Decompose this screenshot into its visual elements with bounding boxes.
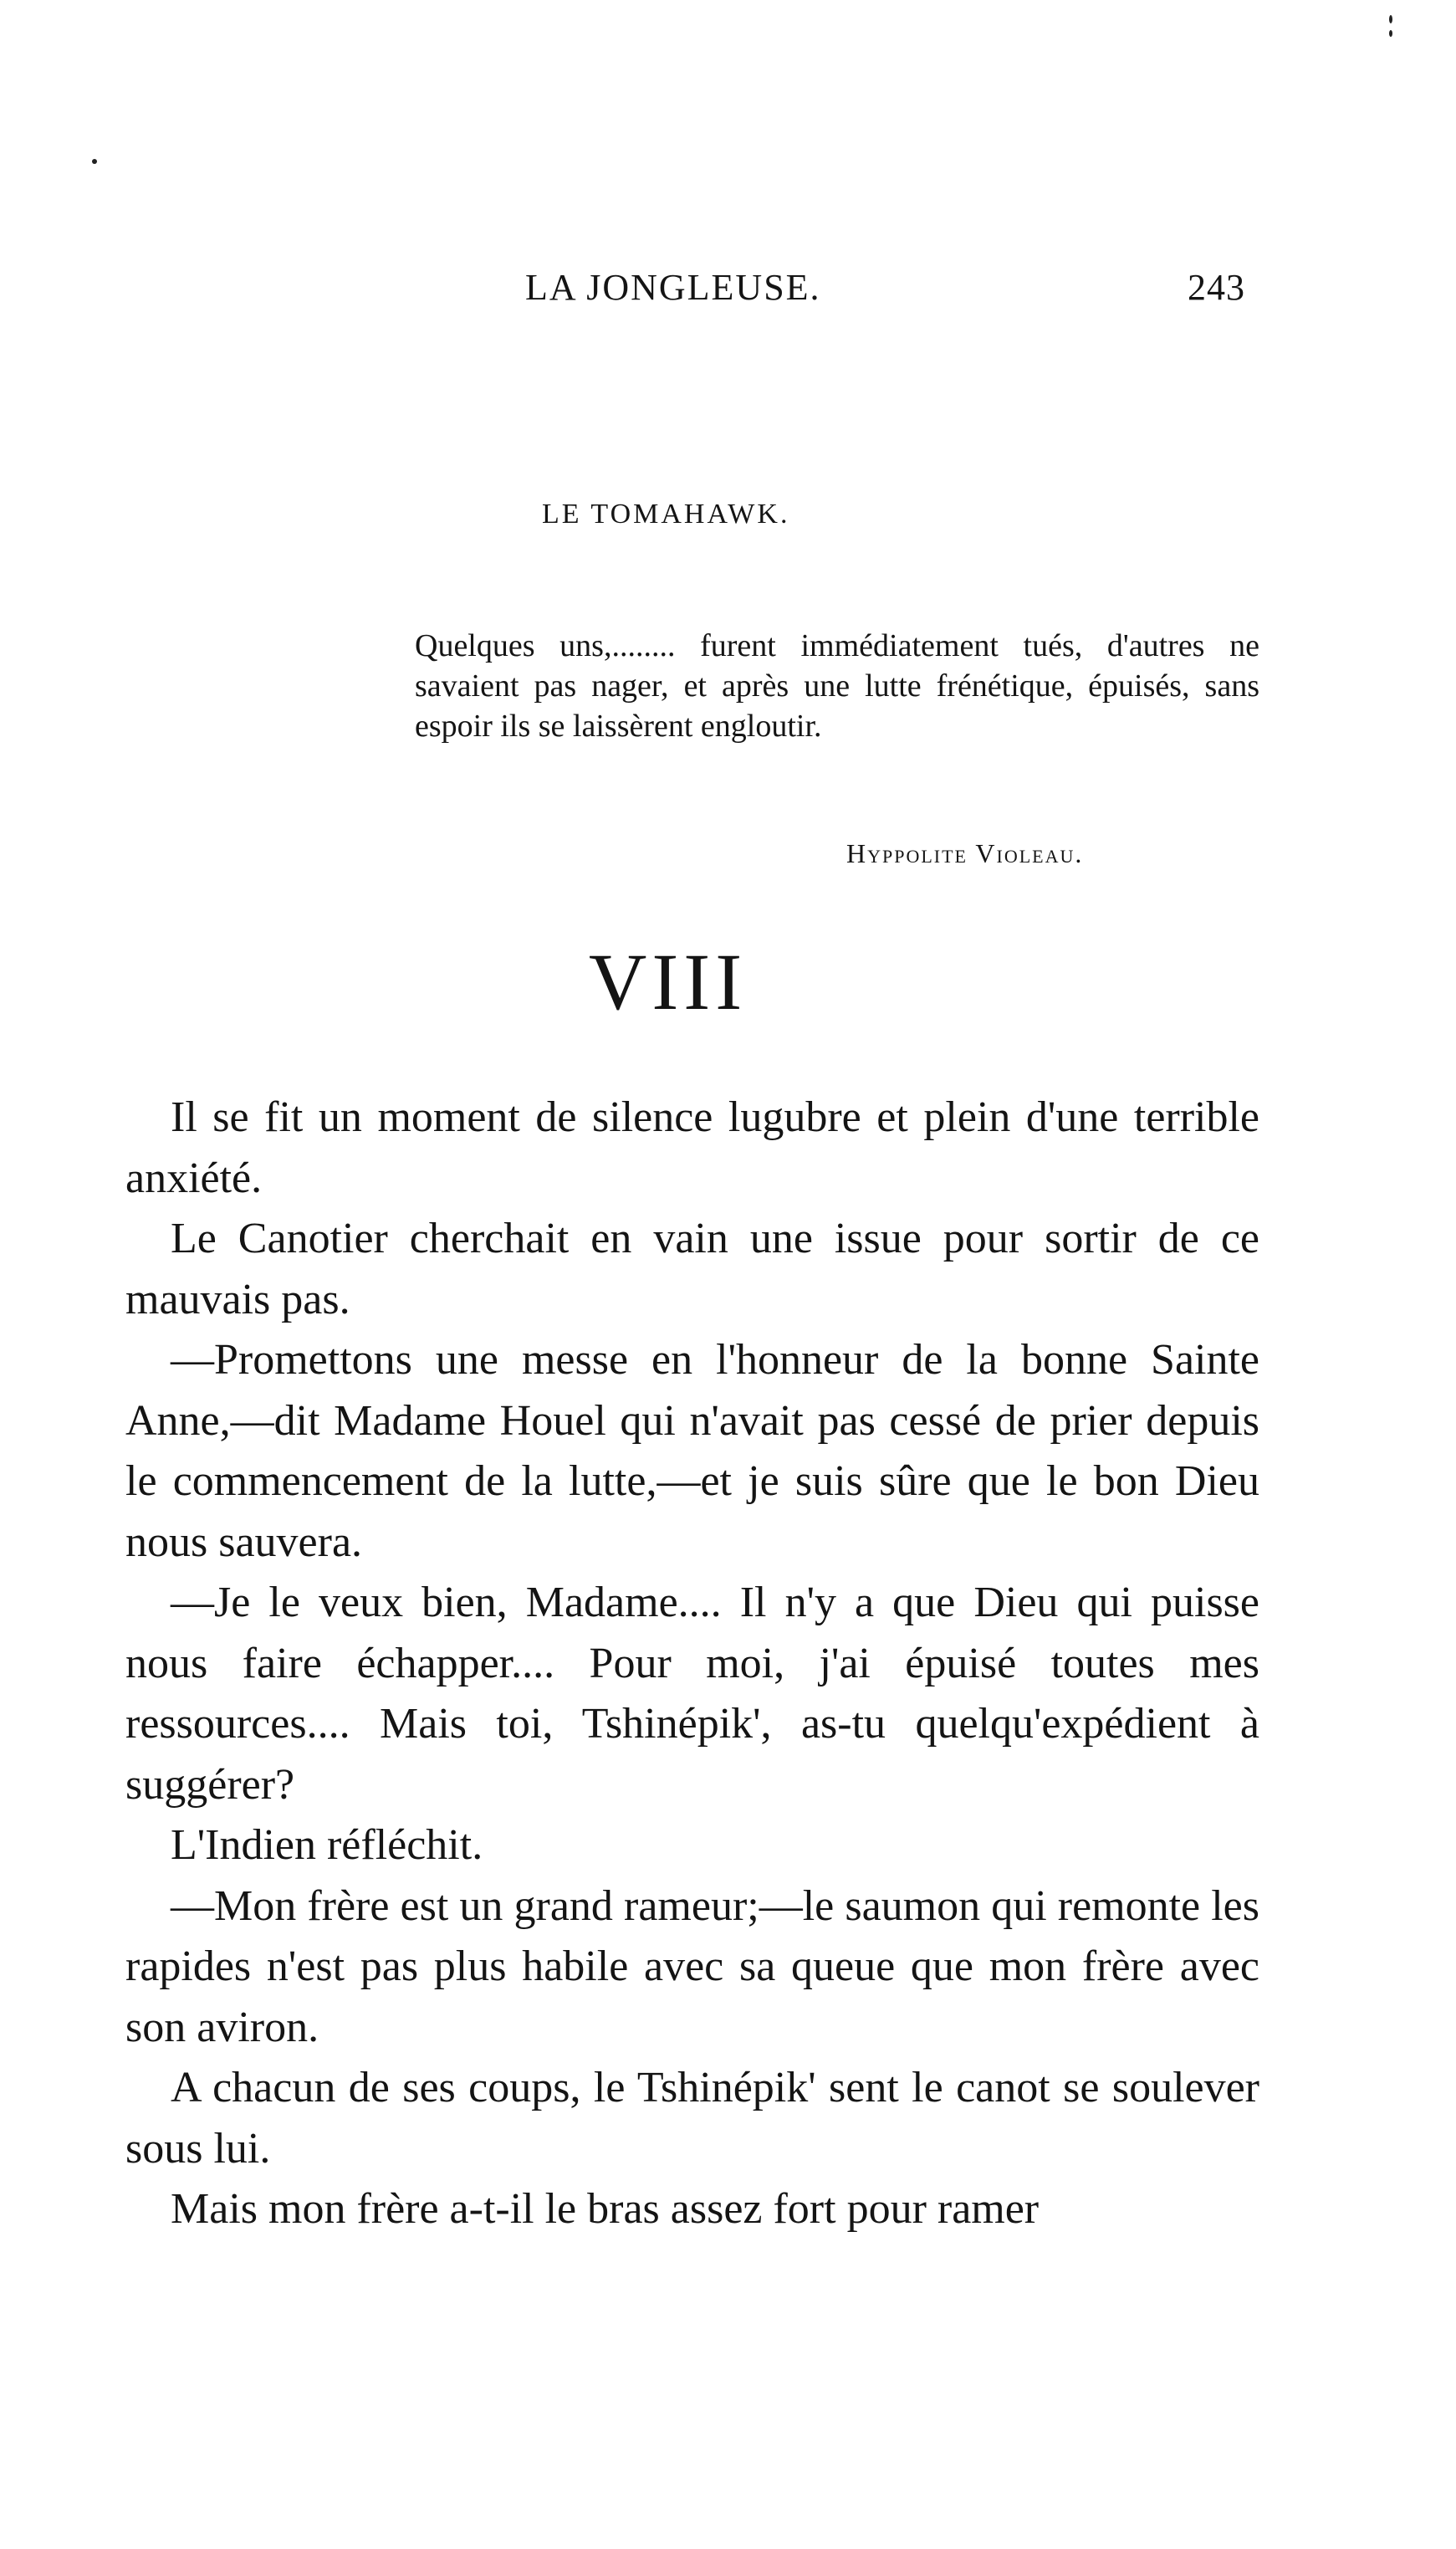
epigraph-author: Hyppolite Violeau. [846, 838, 1084, 868]
epigraph-text: Quelques uns,........ furent immédiatement tués, d'autres ne savaient pas nager, et après une lutte frénétique, épuisés, sans espoir ils se laissèrent engloutir. [415, 628, 1259, 744]
page-number: 243 [1188, 267, 1245, 308]
ink-speck [92, 159, 97, 164]
paragraph: —Je le veux bien, Madame.... Il n'y a que Dieu qui puisse nous faire échapper.... Pour moi, j'ai épuisé toutes mes ressources.... Mais toi, Tshinépik', as-tu quelqu'expédient à suggérer? [125, 1579, 1259, 1809]
running-title: LA JONGLEUSE. [525, 267, 821, 308]
section-title: LE TOMAHAWK. [542, 499, 790, 530]
chapter-number: VIII [589, 937, 748, 1026]
ink-speck [1389, 15, 1392, 23]
paragraph: —Promettons une messe en l'honneur de la bonne Sainte Anne,—dit Madame Houel qui n'avait pas cessé de prier depuis le commencement de la lutte,—et je suis sûre que le bon Dieu nous sauvera. [125, 1336, 1259, 1566]
chapter-body [125, 1088, 1259, 2240]
paragraph: Le Canotier cherchait en vain une issue pour sortir de ce mauvais pas. [125, 1215, 1259, 1323]
paragraph: L'Indien réfléchit. [171, 1821, 483, 1869]
paragraph: Mais mon frère a-t-il le bras assez fort pour ramer [171, 2185, 1040, 2233]
paragraph: Il se fit un moment de silence lugubre et plein d'une terrible anxiété. [125, 1093, 1259, 1202]
paragraph: —Mon frère est un grand rameur;—le saumon qui remonte les rapides n'est pas plus habile avec sa queue que mon frère avec son aviron. [125, 1881, 1259, 2051]
paragraph: A chacun de ses coups, le Tshinépik' sent le canot se soulever sous lui. [125, 2064, 1259, 2173]
ink-speck [1389, 30, 1392, 37]
